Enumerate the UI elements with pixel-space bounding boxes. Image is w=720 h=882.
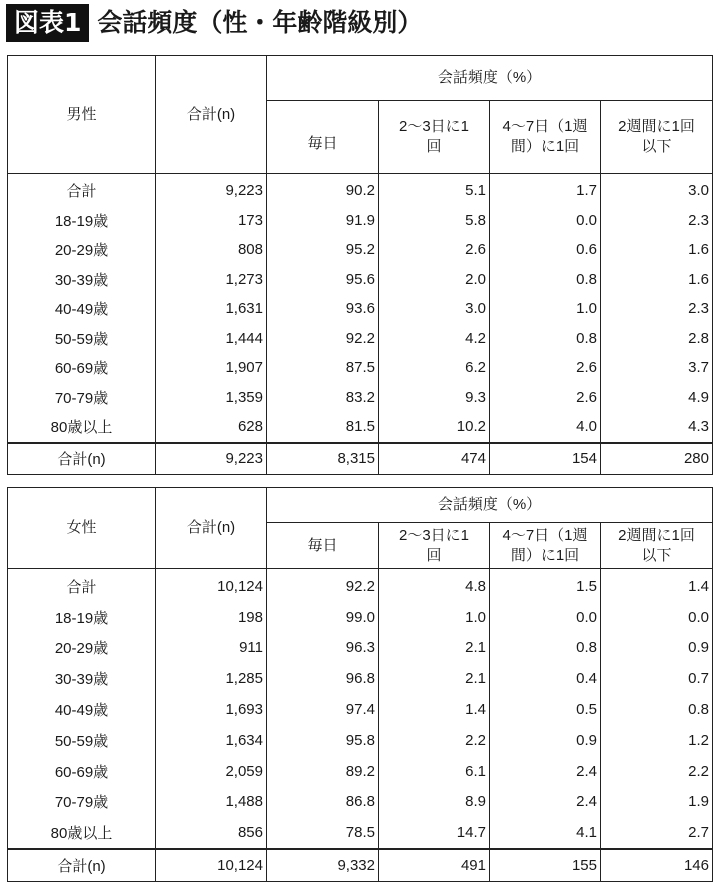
- cell-n: 628: [156, 412, 267, 443]
- cell-daily: 97.4: [267, 694, 379, 725]
- cell-2-3-days: 474: [379, 443, 490, 475]
- cell-2-weeks: 280: [601, 443, 713, 475]
- cell-2-weeks: 0.0: [601, 602, 713, 633]
- cell-daily: 87.5: [267, 353, 379, 383]
- row-label: 80歳以上: [8, 817, 156, 849]
- cell-2-3-days: 1.0: [379, 602, 490, 633]
- cell-n: 1,273: [156, 265, 267, 295]
- cell-n: 1,444: [156, 324, 267, 354]
- cell-2-weeks: 4.9: [601, 383, 713, 413]
- row-label: 70-79歳: [8, 787, 156, 818]
- cell-2-weeks: 0.9: [601, 633, 713, 664]
- cell-daily: 89.2: [267, 756, 379, 787]
- frequency-group-header: 会話頻度（%）: [267, 488, 713, 523]
- cell-daily: 90.2: [267, 174, 379, 206]
- table-row: [8, 694, 713, 725]
- row-label: 合計: [8, 174, 156, 206]
- group-label-header: 女性: [8, 488, 156, 569]
- cell-n: 1,907: [156, 353, 267, 383]
- table-row: [8, 787, 713, 818]
- total-count-row: [8, 443, 713, 475]
- cell-4-7-days: 0.5: [490, 694, 601, 725]
- table-row: [8, 725, 713, 756]
- row-label: 合計(n): [8, 849, 156, 881]
- cell-2-3-days: 1.4: [379, 694, 490, 725]
- col-header-2-3-days: 2～3日に1 回: [379, 523, 490, 569]
- cell-2-3-days: 5.8: [379, 206, 490, 236]
- cell-2-weeks: 2.8: [601, 324, 713, 354]
- cell-4-7-days: 1.5: [490, 569, 601, 602]
- male-conversation-frequency-table: [7, 55, 713, 475]
- table-row: [8, 633, 713, 664]
- col-header-2-weeks: 2週間に1回 以下: [601, 101, 713, 174]
- cell-4-7-days: 4.1: [490, 817, 601, 849]
- cell-2-3-days: 2.0: [379, 265, 490, 295]
- total-count-row: [8, 849, 713, 881]
- row-label: 60-69歳: [8, 756, 156, 787]
- cell-daily: 86.8: [267, 787, 379, 818]
- table-row: [8, 174, 713, 206]
- cell-2-3-days: 491: [379, 849, 490, 881]
- col-header-2-3-days: 2～3日に1 回: [379, 101, 490, 174]
- cell-daily: 95.8: [267, 725, 379, 756]
- cell-4-7-days: 155: [490, 849, 601, 881]
- cell-2-weeks: 1.4: [601, 569, 713, 602]
- figure-title: [6, 4, 422, 42]
- cell-n: 1,488: [156, 787, 267, 818]
- cell-daily: 92.2: [267, 569, 379, 602]
- cell-4-7-days: 0.8: [490, 633, 601, 664]
- cell-daily: 83.2: [267, 383, 379, 413]
- cell-2-weeks: 3.0: [601, 174, 713, 206]
- cell-4-7-days: 0.4: [490, 663, 601, 694]
- cell-n: 198: [156, 602, 267, 633]
- cell-2-weeks: 1.2: [601, 725, 713, 756]
- figure-title-text: 会話頻度（性・年齢階級別）: [97, 8, 423, 37]
- row-label: 20-29歳: [8, 235, 156, 265]
- row-label: 40-49歳: [8, 294, 156, 324]
- col-header-4-7-days: 4～7日（1週 間）に1回: [490, 523, 601, 569]
- figure-badge: 図表1: [6, 4, 89, 42]
- cell-2-3-days: 9.3: [379, 383, 490, 413]
- cell-2-3-days: 2.1: [379, 633, 490, 664]
- row-label: 60-69歳: [8, 353, 156, 383]
- cell-daily: 93.6: [267, 294, 379, 324]
- col-header-daily: 毎日: [267, 523, 379, 569]
- row-label: 30-39歳: [8, 265, 156, 295]
- cell-4-7-days: 2.6: [490, 353, 601, 383]
- cell-4-7-days: 0.6: [490, 235, 601, 265]
- col-header-4-7-days: 4～7日（1週 間）に1回: [490, 101, 601, 174]
- cell-2-3-days: 4.8: [379, 569, 490, 602]
- cell-2-3-days: 14.7: [379, 817, 490, 849]
- col-header-daily: 毎日: [267, 101, 379, 174]
- cell-daily: 95.2: [267, 235, 379, 265]
- cell-2-weeks: 3.7: [601, 353, 713, 383]
- cell-2-weeks: 1.6: [601, 265, 713, 295]
- female-conversation-frequency-table: [7, 487, 713, 882]
- cell-4-7-days: 1.7: [490, 174, 601, 206]
- cell-2-3-days: 10.2: [379, 412, 490, 443]
- cell-daily: 9,332: [267, 849, 379, 881]
- cell-2-weeks: 0.7: [601, 663, 713, 694]
- cell-n: 2,059: [156, 756, 267, 787]
- cell-4-7-days: 154: [490, 443, 601, 475]
- cell-daily: 96.3: [267, 633, 379, 664]
- table-row: [8, 294, 713, 324]
- row-label: 80歳以上: [8, 412, 156, 443]
- table-row: [8, 602, 713, 633]
- cell-4-7-days: 0.9: [490, 725, 601, 756]
- cell-4-7-days: 1.0: [490, 294, 601, 324]
- row-label: 18-19歳: [8, 602, 156, 633]
- row-label: 50-59歳: [8, 324, 156, 354]
- n-total-header: 合計(n): [156, 56, 267, 174]
- cell-n: 9,223: [156, 174, 267, 206]
- cell-n: 808: [156, 235, 267, 265]
- cell-2-weeks: 2.2: [601, 756, 713, 787]
- cell-2-3-days: 3.0: [379, 294, 490, 324]
- cell-2-weeks: 1.9: [601, 787, 713, 818]
- table-row: [8, 353, 713, 383]
- table-row: [8, 756, 713, 787]
- cell-2-3-days: 5.1: [379, 174, 490, 206]
- cell-2-3-days: 2.2: [379, 725, 490, 756]
- cell-4-7-days: 2.4: [490, 756, 601, 787]
- cell-n: 1,359: [156, 383, 267, 413]
- cell-n: 10,124: [156, 569, 267, 602]
- cell-daily: 8,315: [267, 443, 379, 475]
- cell-2-3-days: 4.2: [379, 324, 490, 354]
- table-row: [8, 412, 713, 443]
- cell-4-7-days: 0.8: [490, 265, 601, 295]
- cell-2-weeks: 2.3: [601, 206, 713, 236]
- cell-2-3-days: 8.9: [379, 787, 490, 818]
- cell-2-weeks: 2.3: [601, 294, 713, 324]
- cell-daily: 78.5: [267, 817, 379, 849]
- cell-2-3-days: 6.1: [379, 756, 490, 787]
- cell-2-weeks: 2.7: [601, 817, 713, 849]
- row-label: 18-19歳: [8, 206, 156, 236]
- cell-2-3-days: 2.1: [379, 663, 490, 694]
- table-row: [8, 663, 713, 694]
- table-row: [8, 265, 713, 295]
- table-row: [8, 817, 713, 849]
- cell-n: 1,285: [156, 663, 267, 694]
- cell-2-weeks: 1.6: [601, 235, 713, 265]
- cell-n: 911: [156, 633, 267, 664]
- cell-4-7-days: 0.8: [490, 324, 601, 354]
- cell-n: 856: [156, 817, 267, 849]
- row-label: 合計: [8, 569, 156, 602]
- row-label: 40-49歳: [8, 694, 156, 725]
- frequency-group-header: 会話頻度（%）: [267, 56, 713, 101]
- cell-4-7-days: 2.4: [490, 787, 601, 818]
- row-label: 50-59歳: [8, 725, 156, 756]
- row-label: 30-39歳: [8, 663, 156, 694]
- cell-2-3-days: 2.6: [379, 235, 490, 265]
- cell-2-weeks: 146: [601, 849, 713, 881]
- table-row: [8, 569, 713, 602]
- cell-2-weeks: 4.3: [601, 412, 713, 443]
- cell-n: 1,693: [156, 694, 267, 725]
- row-label: 70-79歳: [8, 383, 156, 413]
- cell-daily: 96.8: [267, 663, 379, 694]
- cell-4-7-days: 0.0: [490, 206, 601, 236]
- col-header-2-weeks: 2週間に1回 以下: [601, 523, 713, 569]
- cell-4-7-days: 4.0: [490, 412, 601, 443]
- cell-daily: 81.5: [267, 412, 379, 443]
- cell-n: 9,223: [156, 443, 267, 475]
- row-label: 20-29歳: [8, 633, 156, 664]
- cell-daily: 95.6: [267, 265, 379, 295]
- group-label-header: 男性: [8, 56, 156, 174]
- cell-n: 173: [156, 206, 267, 236]
- cell-2-3-days: 6.2: [379, 353, 490, 383]
- cell-4-7-days: 2.6: [490, 383, 601, 413]
- n-total-header: 合計(n): [156, 488, 267, 569]
- table-row: [8, 235, 713, 265]
- cell-daily: 99.0: [267, 602, 379, 633]
- cell-n: 1,634: [156, 725, 267, 756]
- cell-4-7-days: 0.0: [490, 602, 601, 633]
- cell-daily: 92.2: [267, 324, 379, 354]
- row-label: 合計(n): [8, 443, 156, 475]
- cell-daily: 91.9: [267, 206, 379, 236]
- cell-n: 10,124: [156, 849, 267, 881]
- cell-2-weeks: 0.8: [601, 694, 713, 725]
- table-row: [8, 324, 713, 354]
- table-row: [8, 206, 713, 236]
- cell-n: 1,631: [156, 294, 267, 324]
- table-row: [8, 383, 713, 413]
